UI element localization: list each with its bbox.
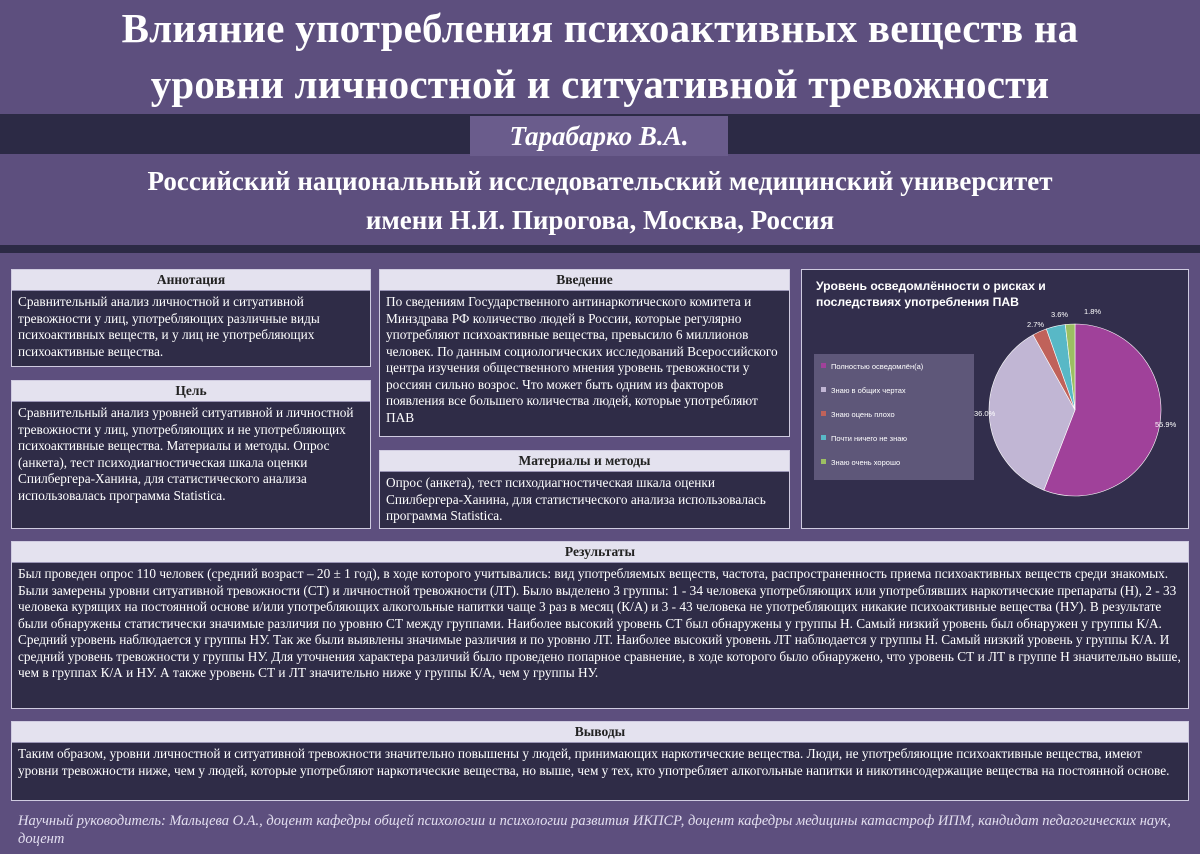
introduction-heading: Введение	[380, 270, 789, 291]
goal-heading: Цель	[12, 381, 370, 402]
annotation-text: Сравнительный анализ личностной и ситуативной тревожности у лиц, употребляющих различные виды психоактивных веществ, и у лиц не употребляющих психоактивные вещества.	[18, 294, 320, 359]
university	[0, 162, 1200, 240]
awareness-chart	[801, 269, 1189, 529]
results-text: Был проведен опрос 110 человек (средний возраст – 20 ± 1 год), в ходе которого учитывались: вид употребляемых веществ, частота, распространенность приема психоактивных веществ среди знакомых. Были замерены уровни ситуативной тревожности (СТ) и личностной тревожности (ЛТ). Было выделено 3 группы: 1 - 34 человека употребляющих или употреблявших наркотические препараты (Н), 2 - 33 человека курящих на постоянной основе и/или употребляющих алкогольные напитки чаще 3 раз в месяц (К/А) и 3 - 43 человека не употребляющих никакие психоактивные вещества (НУ). В результате были обнаружены статистически значимые различия по уровню СТ между группами. Наиболее высокий уровень СТ был обнаружены у группы Н. Самый низкий уровень был обнаружен у группы К/А. Средний уровень наблюдается у группы НУ. Так же были выявлены значимые различия и по уровню ЛТ. Наиболее высокий уровень ЛТ наблюдается у группы Н. Самый низкий уровень у группы К/А. И средний уровень тревожности у группы НУ. Для уточнения характера различий было проведено попарное сравнение, в ходе которого было обнаружено, что уровень СТ и ЛТ в группе Н значительно выше, чем в группах К/А и НУ. А также уровень СТ и ЛТ значительно ниже у группы К/А, чем у группы НУ.	[18, 566, 1181, 680]
methods-heading: Материалы и методы	[380, 451, 789, 472]
results-section	[11, 541, 1189, 709]
methods-section	[379, 450, 790, 529]
legend-label: Знаю очень хорошо	[831, 458, 901, 467]
chart-title: Уровень осведомлённости о рисках и последствиях употребления ПАВ	[816, 279, 1046, 309]
annotation-section	[11, 269, 371, 367]
separator-band	[0, 245, 1200, 253]
university-line-1: Российский национальный исследовательский медицинский университет	[147, 166, 1053, 196]
pie-label-3: 3.6%	[1051, 310, 1069, 319]
goal-text: Сравнительный анализ уровней ситуативной и личностной тревожности у лиц, употребляющих и не употребляющих психоактивные вещества. Материалы и методы. Опрос (анкета), тест психодиагностическая шкала оценки Спилбергера-Ханина, для статистического анализа использовалась программа Statistica.	[18, 405, 354, 503]
poster-title	[0, 0, 1200, 112]
legend-label: Знаю оцень плохо	[831, 410, 895, 419]
introduction-section	[379, 269, 790, 437]
supervisor-note: Научный руководитель: Мальцева О.А., доцент кафедры общей психологии и психологии развития ИКПСР, доцент кафедры медицины катастроф ИПМ, кандидат педагогических наук, доцент	[18, 813, 1171, 847]
legend-label: Полностью осведомлён(а)	[831, 362, 924, 371]
goal-section	[11, 380, 371, 529]
university-line-2: имени Н.И. Пирогова, Москва, Россия	[365, 205, 835, 235]
pie-chart	[802, 270, 1188, 528]
conclusions-section	[11, 721, 1189, 801]
conclusions-heading: Выводы	[12, 722, 1188, 743]
poster-title-line-1: Влияние употребления психоактивных веществ на	[121, 5, 1079, 51]
legend-label: Знаю в общих чертах	[831, 386, 906, 395]
results-heading: Результаты	[12, 542, 1188, 563]
author-name: Тарабарко В.А.	[470, 116, 728, 156]
annotation-heading: Аннотация	[12, 270, 370, 291]
pie-label-2: 2.7%	[1027, 320, 1045, 329]
conclusions-text: Таким образом, уровни личностной и ситуативной тревожности значительно повышены у людей, принимающих наркотические вещества. Люди, не употребляющие психоактивные вещества, имеют уровни тревожности ниже, чем у людей, которые употребляют наркотические вещества, но выше, чем у тех, кто употребляет алкогольные напитки и никотинсодержащие вещества на постоянной основе.	[18, 746, 1170, 778]
pie-label-1: 36.0%	[974, 409, 996, 418]
pie-label-0: 55.9%	[1155, 420, 1177, 429]
legend-label: Почти ничего не знаю	[831, 434, 908, 443]
poster-title-line-2: уровни личностной и ситуативной тревожности	[150, 61, 1050, 107]
pie-label-4: 1.8%	[1084, 307, 1102, 316]
introduction-text: По сведениям Государственного антинаркотического комитета и Минздрава РФ количество людей в России, которые регулярно употребляют психоактивные вещества, превысило 6 миллионов человек. По данным социологических исследований Всероссийского центра изучения общественного мнения уровень тревожности у россиян сильно возрос. Что может быть одним из факторов появления все большего количества людей, которые употребляют ПАВ	[386, 294, 778, 425]
methods-text: Опрос (анкета), тест психодиагностическая шкала оценки Спилбергера-Ханина, для статистического анализа использовалась программа Statistica.	[386, 475, 766, 523]
